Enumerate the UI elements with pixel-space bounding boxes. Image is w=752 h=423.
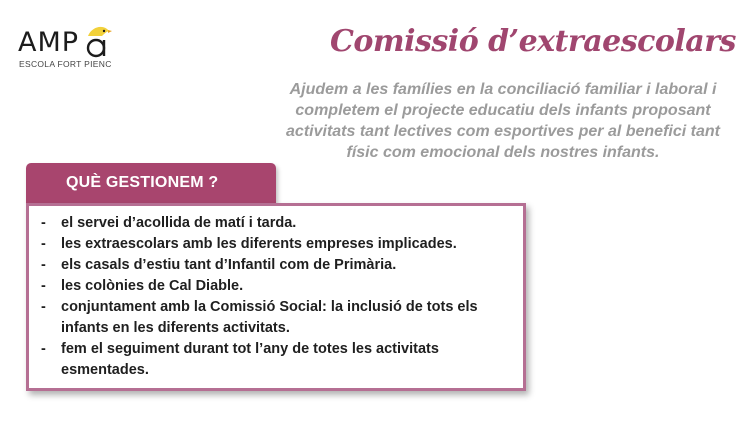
logo-chick-a-icon xyxy=(82,22,112,58)
list-item: - fem el seguiment durant tot l’any de totes les activitats esmentades. xyxy=(41,341,439,378)
list-item: - les colònies de Cal Diable. xyxy=(41,278,244,294)
page-title: Comissió d’extraescolars xyxy=(330,24,736,59)
section-heading-tab xyxy=(26,163,276,203)
section-heading: QUÈ GESTIONEM ? xyxy=(66,174,219,191)
intro-paragraph: Ajudem a les famílies en la conciliació familiar i laboral i completem el projecte educatiu dels infants proposant activitats tant lectives com esportives per al benefici tant físic com emocional dels nostres infants. xyxy=(286,81,720,161)
logo-text: AMP xyxy=(18,27,80,58)
list-item: - conjuntament amb la Comissió Social: la inclusió de tots els infants en les diferents activitats. xyxy=(41,299,478,336)
ampa-logo xyxy=(18,22,118,72)
logo-subtitle: ESCOLA FORT PIENC xyxy=(19,59,112,69)
list-item: - el servei d’acollida de matí i tarda. xyxy=(41,215,297,231)
responsibilities-list xyxy=(41,213,513,381)
list-item: - els casals d’estiu tant d’Infantil com de Primària. xyxy=(41,257,397,273)
responsibilities-box xyxy=(26,203,526,391)
list-item: - les extraescolars amb les diferents empreses implicades. xyxy=(41,236,457,252)
